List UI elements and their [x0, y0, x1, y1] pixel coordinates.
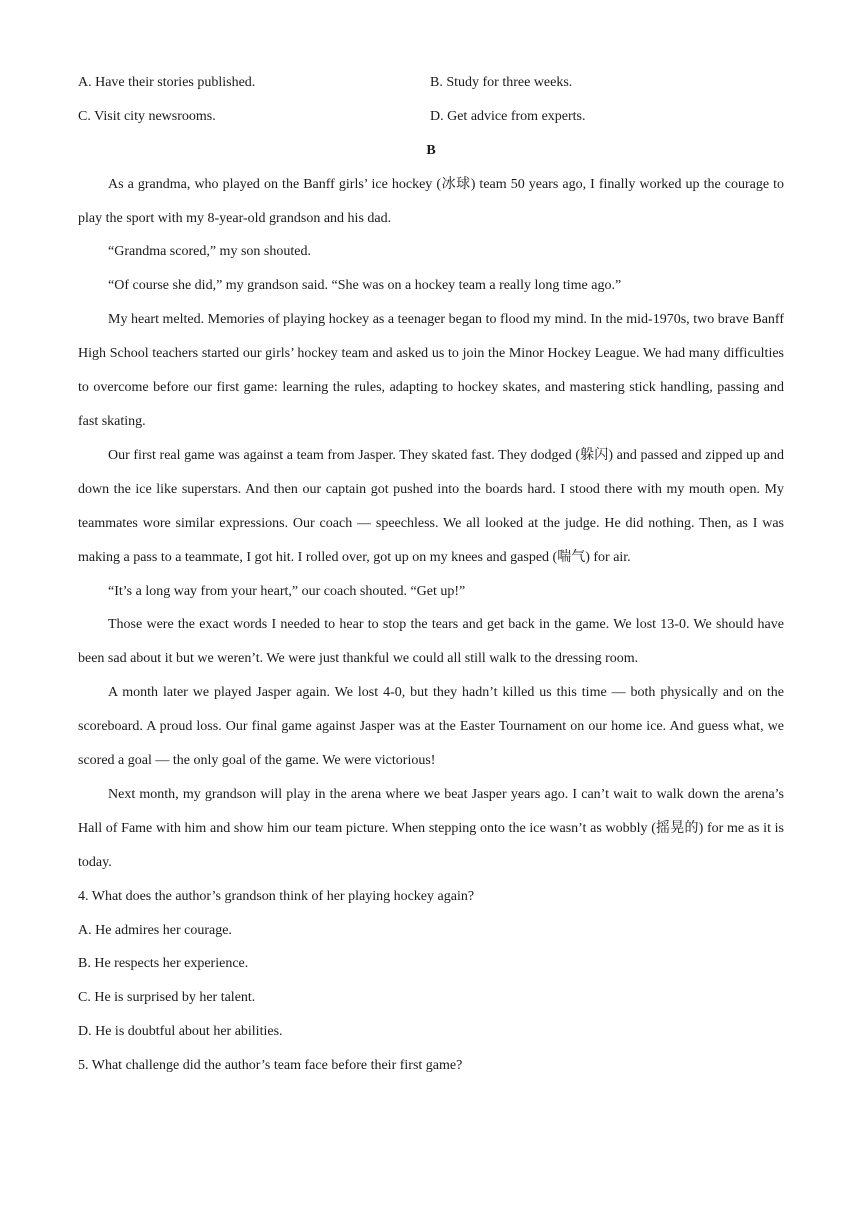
previous-options-row-2	[78, 100, 784, 134]
passage-paragraph: “It’s a long way from your heart,” our coach shouted. “Get up!”	[108, 583, 466, 599]
passage-paragraph: As a grandma, who played on the Banff girls’ ice hockey (冰球) team 50 years ago, I finally worked up the courage to play the sport with my 8-year-old grandson and his dad.	[78, 176, 784, 226]
option-b: B. Study for three weeks.	[430, 75, 573, 90]
document-page	[78, 66, 784, 1083]
question-4-option-c: C. He is surprised by her talent.	[78, 990, 256, 1006]
passage-paragraph: Our first real game was against a team from Jasper. They skated fast. They dodged (躲闪) and passed and zipped up and down the ice like superstars. And then our captain got pushed into the boards hard. I stood there with my mouth open. My teammates wore similar expressions. Our coach — speechless. We all looked at the judge. He did nothing. Then, as I was making a pass to a teammate, I got hit. I rolled over, got up on my knees and gasped (喘气) for air.	[78, 447, 784, 565]
question-4-stem: 4. What does the author’s grandson think of her playing hockey again?	[78, 888, 475, 904]
option-a: A. Have their stories published.	[78, 75, 256, 90]
question-4-option-a: A. He admires her courage.	[78, 922, 232, 938]
passage-paragraph: Next month, my grandson will play in the arena where we beat Jasper years ago. I can’t wait to walk down the arena’s Hall of Fame with him and show him our team picture. When stepping onto the ice wasn’t as wobbly (摇晃的) for me as it is today.	[78, 786, 784, 870]
previous-options-row-1	[78, 66, 784, 100]
option-c: C. Visit city newsrooms.	[78, 108, 216, 124]
question-5-stem: 5. What challenge did the author’s team face before their first game?	[78, 1058, 463, 1074]
passage-paragraph: A month later we played Jasper again. We lost 4-0, but they hadn’t killed us this time — both physically and on the scoreboard. A proud loss. Our final game against Jasper was at the Easter Tournament on our home ice. And guess what, we scored a goal — the only goal of the game. We were victorious!	[78, 685, 784, 769]
question-4-option-b: B. He respects her experience.	[78, 956, 249, 972]
section-title: B	[426, 142, 436, 158]
passage-paragraph: Those were the exact words I needed to hear to stop the tears and get back in the game. We lost 13-0. We should have been sad about it but we weren’t. We were just thankful we could all still walk to the dressing room.	[78, 617, 784, 667]
passage-paragraph: “Grandma scored,” my son shouted.	[108, 244, 311, 260]
passage-paragraph: “Of course she did,” my grandson said. “She was on a hockey team a really long time ago.”	[108, 278, 622, 294]
passage-paragraph: My heart melted. Memories of playing hockey as a teenager began to flood my mind. In the mid-1970s, two brave Banff High School teachers started our girls’ hockey team and asked us to join the Minor Hockey League. We had many difficulties to overcome before our first game: learning the rules, adapting to hockey skates, and mastering stick handling, passing and fast skating.	[78, 312, 784, 430]
option-d: D. Get advice from experts.	[430, 108, 586, 124]
question-4-option-d: D. He is doubtful about her abilities.	[78, 1024, 283, 1040]
